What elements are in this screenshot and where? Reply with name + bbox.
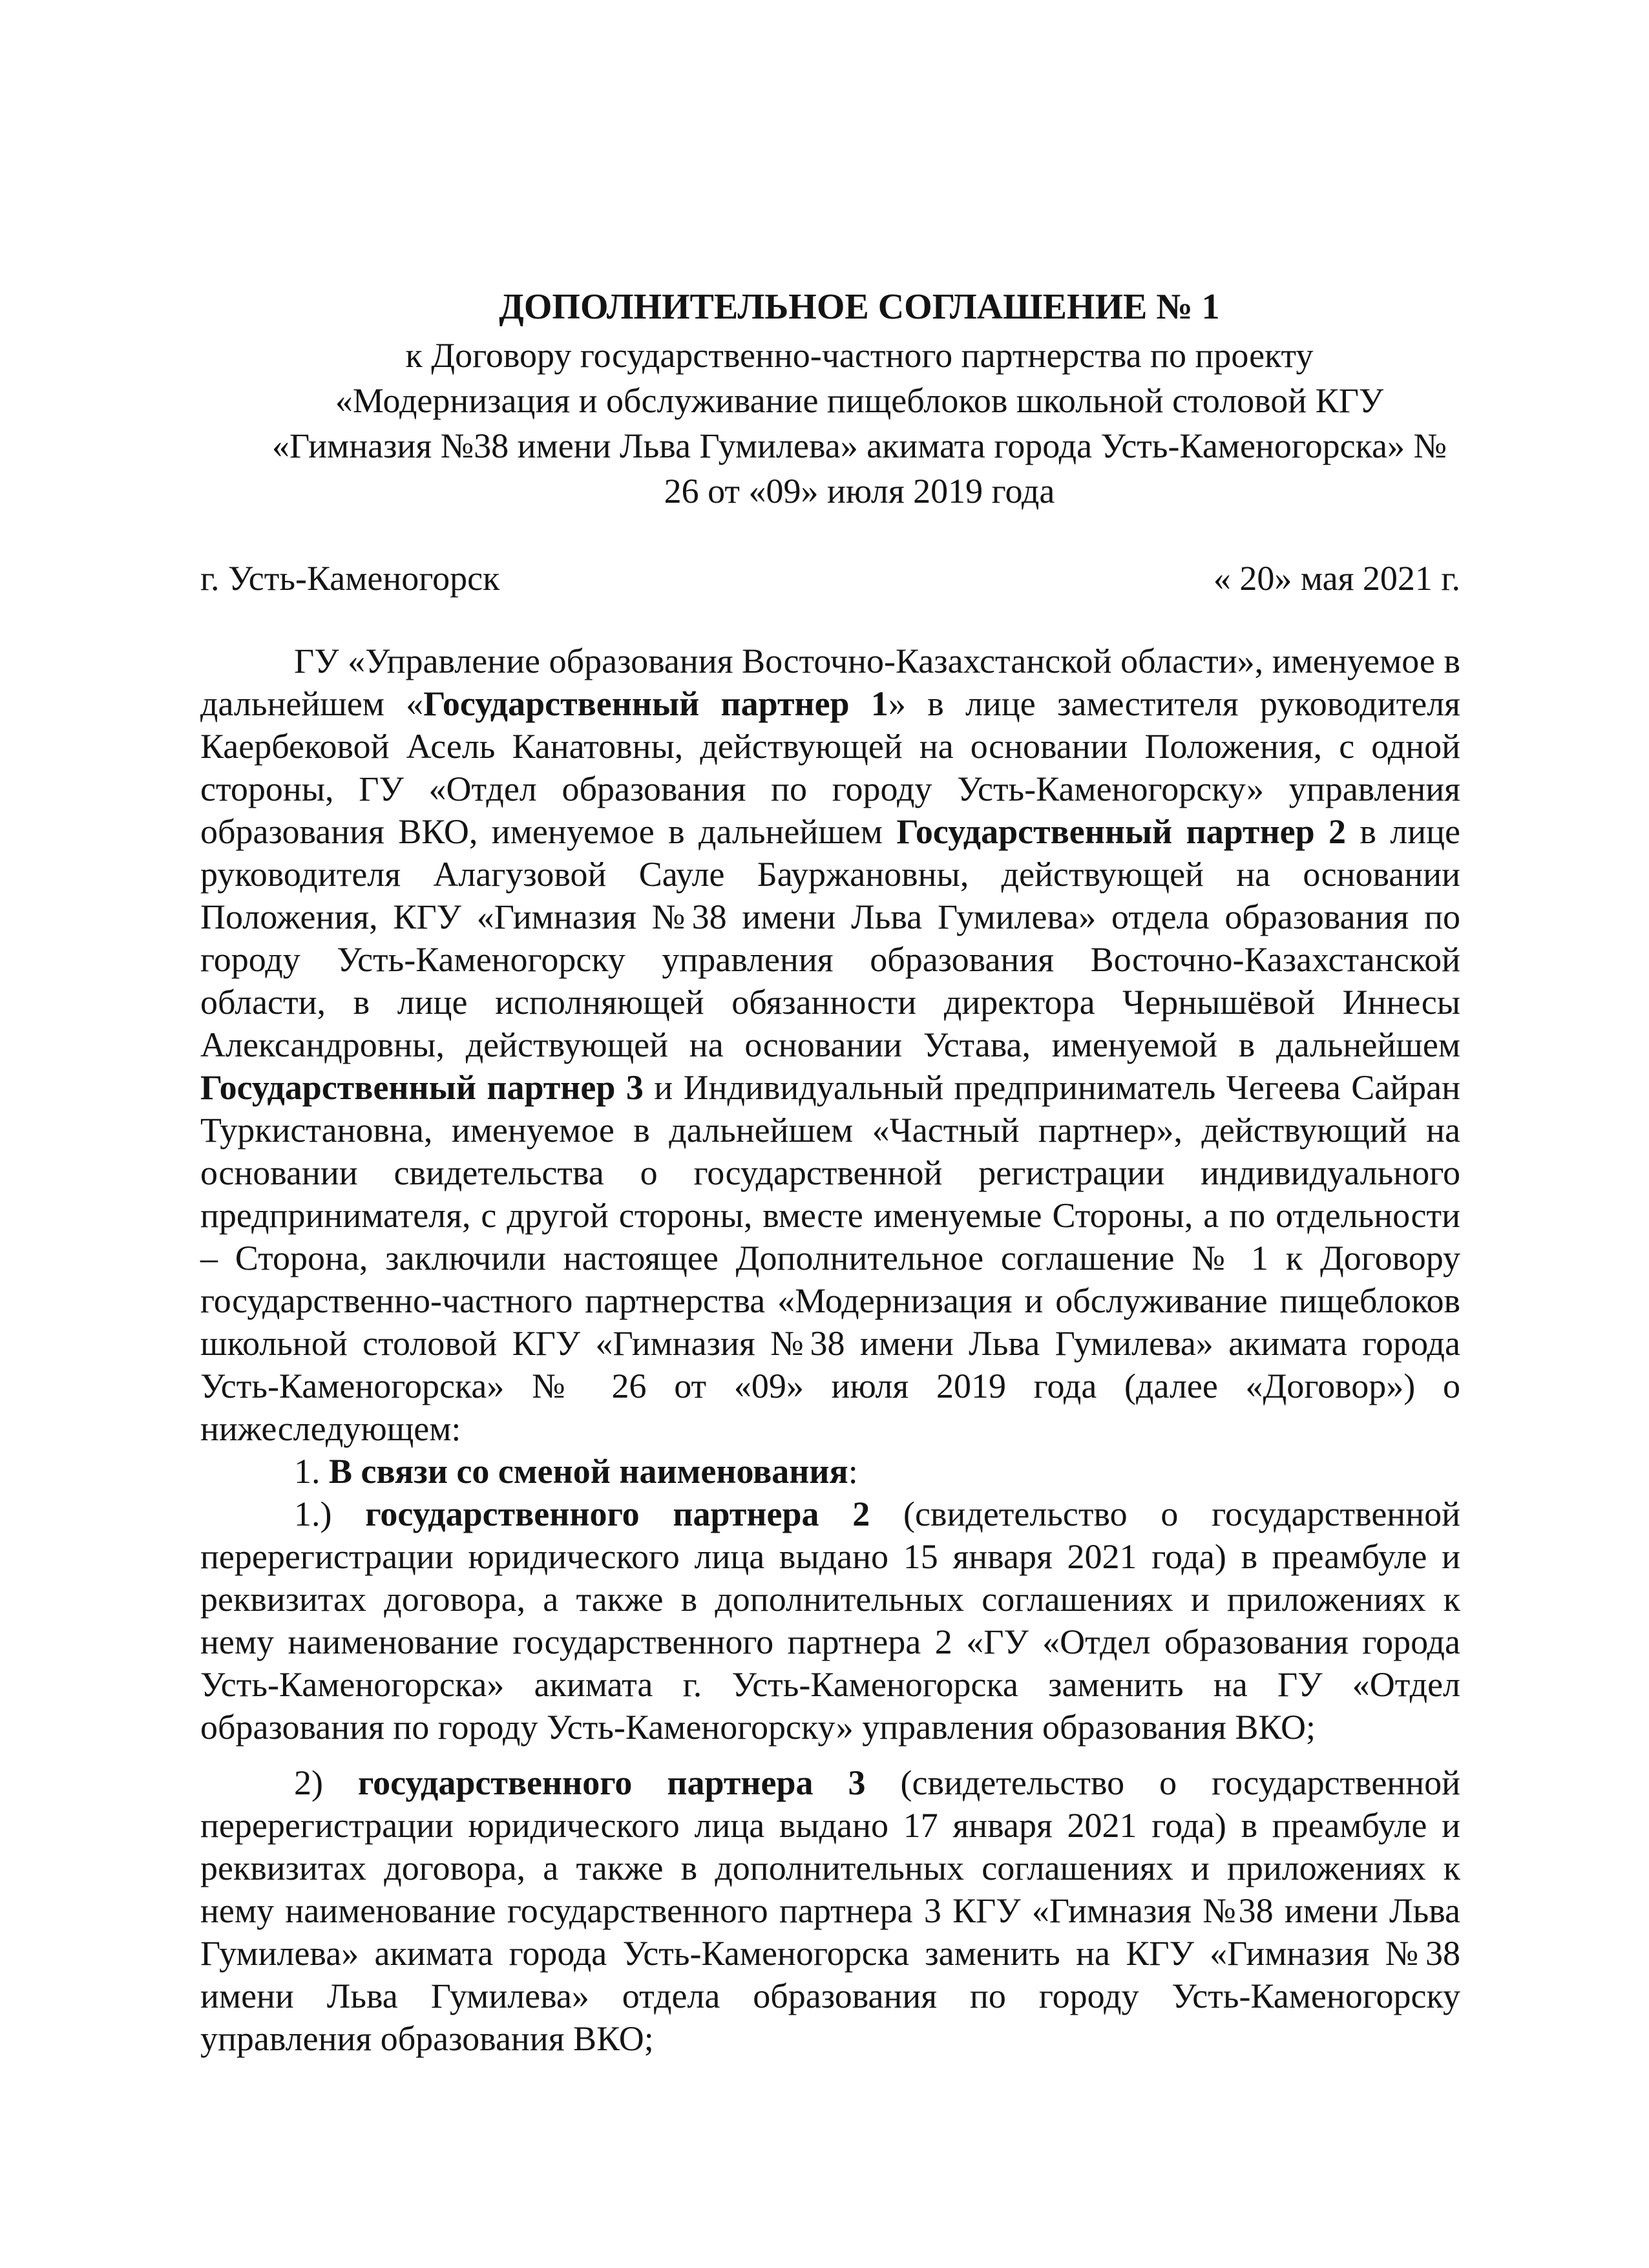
item-bold: государственного партнера 2 xyxy=(365,1495,870,1533)
section-heading-text: В связи со сменой наименования xyxy=(329,1452,848,1491)
preamble-text: » в лице заместителя руководителя Каербековой Асель Канатовны, действующей на основании Положения, с одной стороны, ГУ «Отдел образования по городу Усть-Каменогорску» управления образования ВКО, именуемое в дальнейшем xyxy=(200,684,1460,851)
place: г. Усть-Каменогорск xyxy=(200,559,500,598)
preamble-text: ГУ «Управление образования Восточно-Казахстанской области», именуемое в дальнейшем « xyxy=(200,642,1460,723)
document-title: ДОПОЛНИТЕЛЬНОЕ СОГЛАШЕНИЕ № 1 xyxy=(499,287,1220,327)
preamble-bold: Государственный партнер 2 xyxy=(896,812,1347,851)
item-number: 2) xyxy=(294,1763,358,1802)
section-colon: : xyxy=(848,1452,858,1491)
list-item xyxy=(200,1493,1460,1748)
date: « 20» мая 2021 г. xyxy=(1213,559,1460,598)
section-heading xyxy=(200,1450,1460,1493)
subtitle-line: «Гимназия №38 имени Льва Гумилева» акимата города Усть-Каменогорска» № xyxy=(271,426,1447,465)
subtitle-line: «Модернизация и обслуживание пищеблоков школьной столовой КГУ xyxy=(335,381,1384,420)
preamble-paragraph xyxy=(200,640,1460,1450)
subtitle-line: 26 от «09» июля 2019 года xyxy=(664,472,1055,510)
section-number: 1. xyxy=(294,1452,329,1491)
subtitle-line: к Договору государственно-частного партнерства по проекту xyxy=(405,336,1314,375)
document-subtitle xyxy=(194,333,1525,514)
item-number: 1.) xyxy=(294,1495,366,1533)
item-text: (свидетельство о государственной перерегистрации юридического лица выдано 17 января 2021 года) в преамбуле и реквизитах договора, а также в дополнительных соглашениях и приложениях к нему наименование государственного партнера 3 КГУ «Гимназия №38 имени Льва Гумилева» акимата города Усть-Каменогорска заменить на КГУ «Гимназия №38 имени Льва Гумилева» отдела образования по городу Усть-Каменогорску управления образования ВКО; xyxy=(200,1763,1461,2058)
list-item xyxy=(200,1761,1460,2060)
item-bold: государственного партнера 3 xyxy=(358,1763,866,1802)
place-date-row xyxy=(200,556,1460,601)
preamble-bold: Государственный партнер 3 xyxy=(200,1068,644,1107)
item-text: (свидетельство о государственной перерегистрации юридического лица выдано 15 января 2021 года) в преамбуле и реквизитах договора, а также в дополнительных соглашениях и приложениях к нему наименование государственного партнера 2 «ГУ «Отдел образования города Усть-Каменогорска» акимата г. Усть-Каменогорска заменить на ГУ «Отдел образования по городу Усть-Каменогорску» управления образования ВКО; xyxy=(200,1495,1461,1747)
preamble-text: и Индивидуальный предприниматель Чегеева Сайран Туркистановна, именуемое в дальнейшем «Частный партнер», действующий на основании свидетельства о государственной регистрации индивидуального предпринимателя, с другой стороны, вместе именуемые Стороны, а по отдельности – Сторона, заключили настоящее Дополнительное соглашение № 1 к Договору государственно-частного партнерства «Модернизация и обслуживание пищеблоков школьной столовой КГУ «Гимназия №38 имени Льва Гумилева» акимата города Усть-Каменогорска» № 26 от «09» июля 2019 года (далее «Договор») о нижеследующем: xyxy=(200,1068,1461,1448)
document-body xyxy=(200,640,1460,2060)
preamble-bold: Государственный партнер 1 xyxy=(423,684,888,723)
preamble-text: в лице руководителя Алагузовой Сауле Бауржановны, действующей на основании Положения, КГУ «Гимназия №38 имени Льва Гумилева» отдела образования по городу Усть-Каменогорску управления образования Восточно-Казахстанской области, в лице исполняющей обязанности директора Чернышёвой Иннесы Александровны, действующей на основании Устава, именуемой в дальнейшем xyxy=(200,812,1460,1064)
